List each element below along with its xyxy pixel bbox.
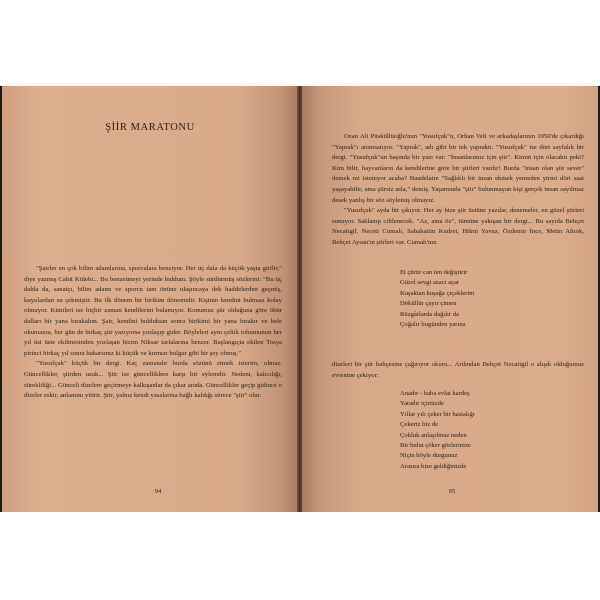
paragraph: Ozan Ali Püsküllüoğlu'nun "Yusufçuk"u, Orhan Veli ve arkadaşlarının 1950'de çıkardığı "Yaprak"ı anımsatıyor. "Yaprak", adı gibi bir tek yapraktı. "Yusufçuk" ise dört sayfalık bir dergi. "Yusufçuk"un başında bir yazı var: "İnsanlarımız için şiir". Kimin için olacaktı peki? Kim bilir, hayvanların da kendilerine göre bir şiirleri vardır! Burda "insan olan şiir sever" demek mi istenıyor acaba? Baudelaire "Sağlıklı bir insan ekmek yemeden yirmi dört saat yaşayabilir, ama şiirsiz asla," demiş. Yaşamında "şiir" bulunmayan kişi gerçek insan sayılmaz desek yanlış bir söz söylemiş olmayız. xyxy=(332,133,584,204)
poem-line: Güzel sevgi azacı açar xyxy=(400,279,460,287)
page-number: 94 xyxy=(154,488,162,495)
poem-cumali xyxy=(400,268,474,330)
poem-line: Yıllar yılı çeker bir hastalığı xyxy=(400,410,475,418)
right-page-body-middle xyxy=(332,360,584,381)
paragraph: "Şairler en çok bilim adamlarına, sporculara benziyor. Her üç dala da küçük yaşta girilir," diye yazmış Cahit Külebi... Bu benzetmeyi yerinde buldum. Şöyle sürdürmüş sözlerini: "Bu üç dalda da, sanatçı, bilim adamı ve sporcu tam önüne ulaşıncaya dek haddelerden geçmiş, kuyulardan su çekmiştir. Bu ilk dönem bir birikim dönemidir. Kişinin kendini bulması kolay olmuyor. Kimileri ise hiçbir zaman kendilerini bulamıyor. Konumuz şiir olduğuna göre öbür dalları bir yana bırakalım. Şair, kendini bulduktan sonra birikimi bir yana bırakır ve hele okumazsa, her gün de birkaç şiir yazıyorsa yozlaşıp gider. Böyleleri aynı çeltik tohumunun her yıl üst üste ekilmesinden yozlaşan bizim Niksar tarlalarına benzer. Başlangıçta ekilen Tosya pirinci birkaç yıl sonra bakarsınız ki küçük ve kırmızı bulgur gibi bir şey olmuş." xyxy=(24,265,282,357)
poem-line: Kuşaktan kuşağa çiçeklerini xyxy=(400,289,475,297)
left-page xyxy=(2,86,298,512)
poem-line: Anadır - baba evlat kardeş xyxy=(400,390,470,397)
poem-line: Çoğalır bugünden yarına xyxy=(400,321,466,329)
paragraph: "Yusufçuk" ayda bir çıkıyor. Her ay bize şiir üstüne yazılar, denemeler, en güzel şiirleri sunuyor. Saklanıp ciltlenecek. "Az, ama öz", tümüne yakışan bir dergi... Bu sayıda Behçet Necatigil, Neceti Cumalı, Sabahattin Kudret, Hilmi Yavuz, Özdemir İnce, Metin Altıok, Behçet Aysan'ın şiirleri var. Cumalı'nın xyxy=(332,207,584,246)
right-page xyxy=(302,86,598,512)
poem-line: Et çürür can ten değiştirir xyxy=(400,269,468,276)
poem-line: Niçin böyle durgunuz xyxy=(400,452,458,460)
page-title: ŞİİR MARATONU xyxy=(105,122,195,133)
poem-line: Bir bulut çöker gözlerinize xyxy=(400,442,471,450)
poem-line: Çokluk anlaşılmaz neden xyxy=(400,431,467,439)
poem-line: Döküllür çayır çimen xyxy=(400,300,457,308)
paragraph: "Yusufçuk" küçük bir dergi. Kaç zamandır burda sözünü etmek isterim, olmaz. Güncellikler, şiirden uzak... Şiir ise güncelliklere karşı bir eylemdir. Nedeni, kalıcılığı, sürekliliği... Günceli dizelere geçirmeye kalkışanlar da çıkar arada. Güncellikler geçip gidince o dizeler eskir, anlamını yitirir. Şiir, yalnız kendi yasalarına bağlı kaldığı sürece "şiir" olur. xyxy=(24,360,282,400)
poem-line: Yaradır içimizde xyxy=(400,400,444,408)
left-page-body xyxy=(24,264,282,402)
book-spread xyxy=(0,86,600,512)
paragraph: dizeleri bir şiir bahçesine çağırıyor okuru... Ardından Behçet Necatigil o alışık olduğumuz evrenine çekiyor: xyxy=(332,361,584,379)
right-page-body-top xyxy=(332,132,584,249)
poem-necatigil xyxy=(400,389,475,472)
poem-line: Rüzgârlarda dağılır da xyxy=(400,310,459,318)
poem-line: Arasıra bize geldiğinizde xyxy=(400,462,467,470)
page-number: 95 xyxy=(448,488,456,495)
poem-line: Çekeriz biz de xyxy=(400,421,439,429)
